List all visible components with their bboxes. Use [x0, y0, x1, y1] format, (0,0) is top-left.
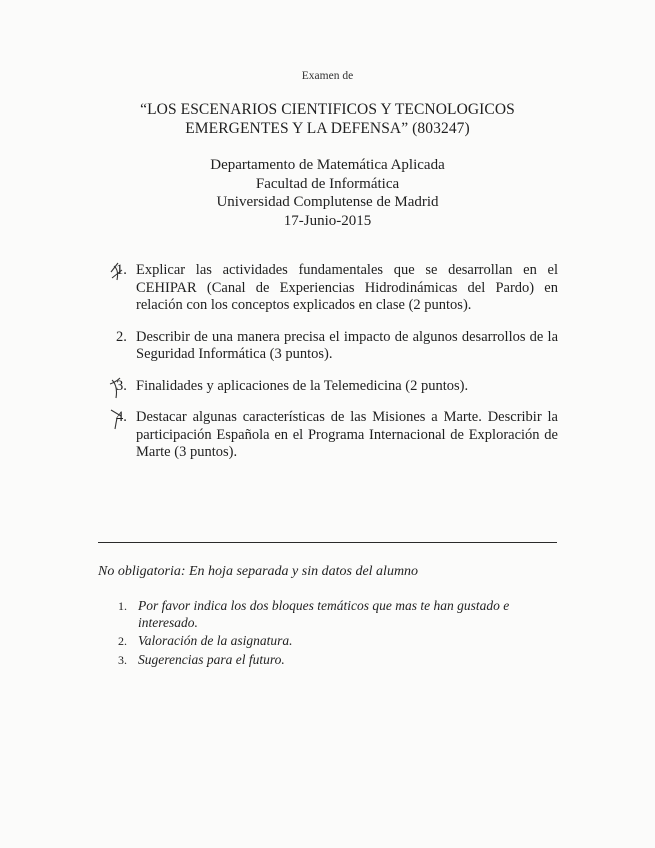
question-item	[110, 378, 558, 396]
question-list	[110, 262, 558, 476]
optional-section-heading: No obligatoria: En hoja separada y sin datos del alumno	[98, 564, 419, 579]
optional-item-text: Sugerencias para el futuro.	[138, 651, 285, 667]
question-item	[110, 262, 558, 315]
question-item	[110, 329, 558, 364]
optional-item-text: Valoración de la asignatura.	[138, 633, 293, 648]
question-number: 3.	[116, 377, 127, 394]
optional-item	[112, 652, 560, 669]
optional-item	[112, 598, 560, 631]
question-number: 4.	[116, 409, 127, 425]
optional-list	[112, 598, 560, 670]
optional-item-number: 3.	[118, 652, 127, 667]
faculty: Facultad de Informática	[255, 175, 400, 192]
optional-item-number: 2.	[118, 634, 127, 648]
question-text: Describir de una manera precisa el impacto de algunos desarrollos de la Seguridad Informática (3 puntos).	[136, 328, 558, 362]
course-title	[0, 100, 655, 138]
divider-line	[98, 542, 557, 543]
department: Departamento de Matemática Aplicada	[210, 157, 445, 173]
course-title-line-2: EMERGENTES Y LA DEFENSA” (803247)	[185, 120, 470, 137]
question-item	[110, 409, 558, 462]
question-text: Finalidades y aplicaciones de la Telemedicina (2 puntos).	[136, 377, 469, 394]
question-number: 2.	[116, 328, 127, 345]
optional-item-text: Por favor indica los dos bloques temáticos que mas te han gustado e interesado.	[138, 598, 510, 630]
course-title-line-1: “LOS ESCENARIOS CIENTIFICOS Y TECNOLOGICOS	[140, 101, 515, 118]
exam-date: 17-Junio-2015	[283, 212, 372, 229]
university: Universidad Complutense de Madrid	[216, 194, 439, 210]
question-number: 1.	[116, 262, 127, 278]
optional-item	[112, 633, 560, 650]
exam-label: Examen de	[301, 70, 354, 82]
institution-block	[0, 156, 655, 230]
question-text: Explicar las actividades fundamentales que se desarrollan en el CEHIPAR (Canal de Experiencias Hidrodinámicas del Pardo) en relación con los conceptos explicados en clase (2 puntos).	[136, 262, 558, 313]
question-text: Destacar algunas características de las Misiones a Marte. Describir la participación Española en el Programa Internacional de Exploración de Marte (3 puntos).	[136, 409, 558, 460]
optional-item-number: 1.	[118, 599, 127, 613]
